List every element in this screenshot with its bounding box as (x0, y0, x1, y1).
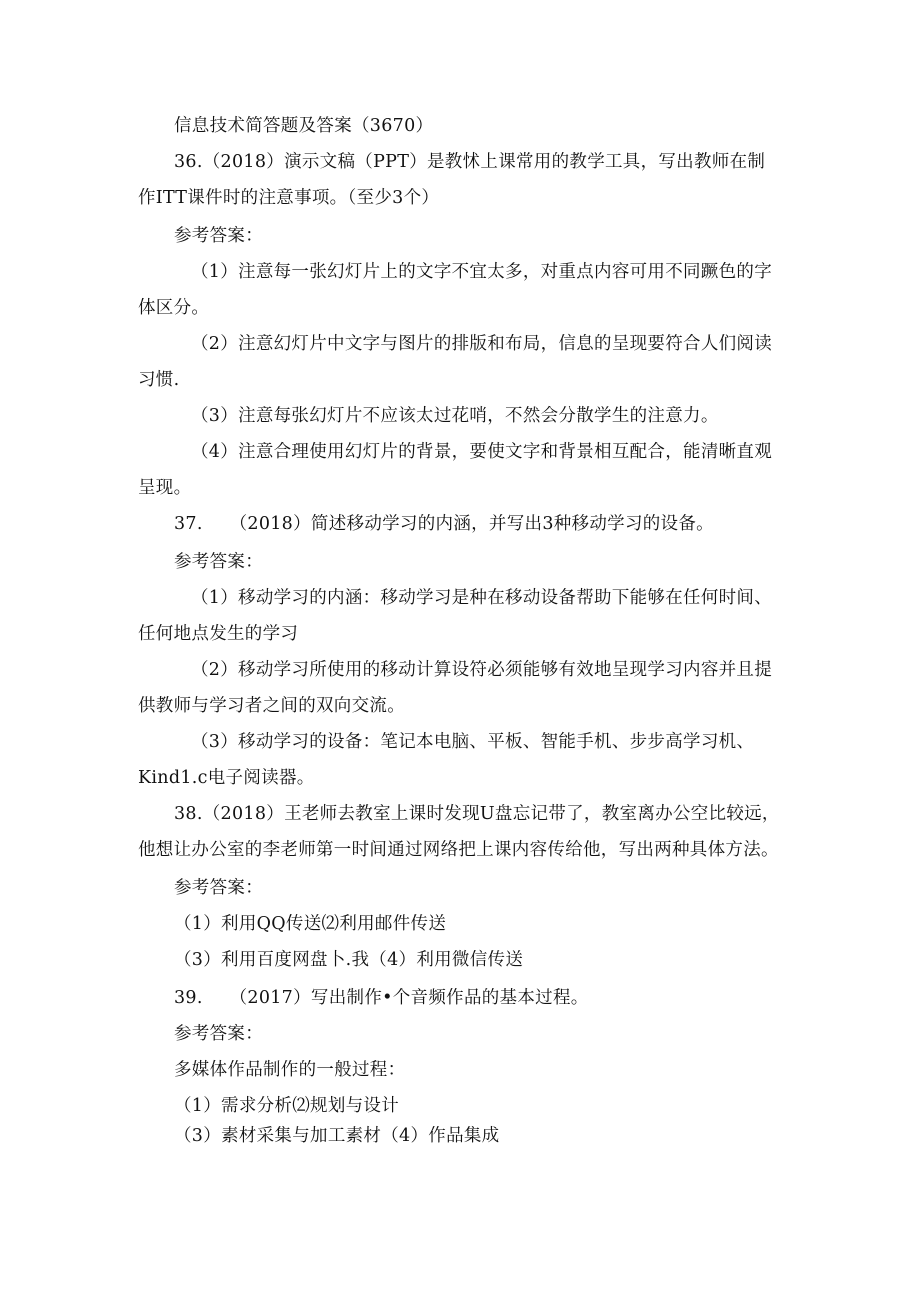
answer-36-item-2-line-2: 习惯. (138, 370, 180, 390)
answer-36-item-1-line-1: （1）注意每一张幻灯片上的文字不宜太多，对重点内容可用不同蹶色的字 (191, 262, 773, 282)
answer-36-item-3: （3）注意每张幻灯片不应该太过花哨，不然会分散学生的注意力。 (191, 406, 719, 426)
question-38-line-1: 38.（2018）王老师去教室上课时发现U盘忘记带了，教室离办公空比较远， (174, 804, 780, 824)
document-title: 信息技术简答题及答案（3670） (174, 116, 434, 136)
answer-label-39: 参考答案： (174, 1024, 263, 1044)
answer-36-item-1-line-2: 体区分。 (138, 298, 210, 318)
answer-label-37: 参考答案： (174, 552, 263, 572)
question-39-line-1: 39. （2017）写出制作•个音频作品的基本过程。 (174, 988, 589, 1008)
answer-37-item-2-line-1: （2）移动学习所使用的移动计算设符必须能够有效地呈现学习内容并且提 (191, 660, 773, 680)
question-36-line-1: 36.（2018）演示文稿（PPT）是教怵上课常用的教学工具，写出教师在制 (174, 152, 766, 172)
answer-37-item-1-line-1: （1）移动学习的内涵：移动学习是种在移动设备帮助下能够在任何时间、 (191, 588, 773, 608)
question-36-line-2: 作ITT课件时的注意事项。（至少3个） (138, 188, 440, 208)
answer-36-item-4-line-2: 呈现。 (138, 478, 192, 498)
answer-label-36: 参考答案： (174, 226, 263, 246)
answer-36-item-4-line-1: （4）注意合理使用幻灯片的背景，要使文字和背景相互配合，能清晰直观 (191, 442, 773, 462)
answer-37-item-3-line-1: （3）移动学习的设备：笔记本电脑、平板、智能手机、步步高学习机、 (191, 732, 755, 752)
question-38-line-2: 他想让办公室的李老师第一时间通过网络把上课内容传给他，写出两种具体方法。 (138, 840, 779, 860)
answer-label-38: 参考答案： (174, 878, 263, 898)
question-37-line-1: 37. （2018）简述移动学习的内涵，并写出3种移动学习的设备。 (174, 514, 714, 534)
answer-37-item-2-line-2: 供教师与学习者之间的双向交流。 (138, 696, 405, 716)
answer-39-item-1: （1）需求分析⑵规划与设计 (174, 1096, 400, 1116)
answer-36-item-2-line-1: （2）注意幻灯片中文字与图片的排版和布局，信息的呈现要符合人们阅读 (191, 334, 773, 354)
answer-39-item-2: （3）素材采集与加工素材（4）作品集成 (174, 1126, 500, 1146)
answer-37-item-1-line-2: 任何地点发生的学习 (138, 624, 299, 644)
answer-38-item-1: （1）利用QQ传送⑵利用邮件传送 (174, 914, 447, 934)
answer-39-intro: 多媒体作品制作的一般过程： (174, 1060, 406, 1080)
answer-37-item-3-line-2: Kind1.c电子阅读器。 (138, 768, 315, 788)
answer-38-item-2: （3）利用百度网盘卜.我（4）利用微信传送 (174, 950, 524, 970)
